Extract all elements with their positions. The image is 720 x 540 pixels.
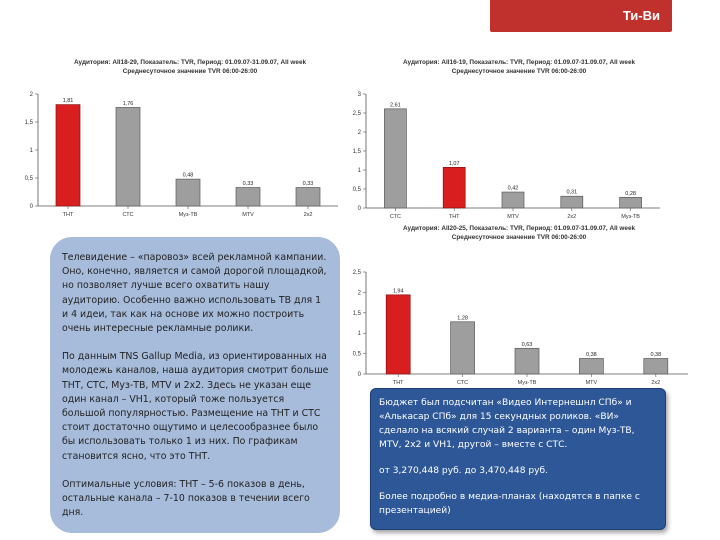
y-tick-label: 2 [357, 130, 361, 136]
data-label: 0,33 [242, 181, 254, 188]
brand-tab [490, 0, 672, 32]
chart-audience-20-25 [344, 222, 674, 388]
data-label: 1,76 [122, 100, 134, 107]
y-tick-label: 0,5 [352, 351, 361, 358]
y-tick-label: 0 [357, 372, 361, 378]
chart-svg [344, 56, 674, 222]
chart-audience-18-29 [24, 56, 340, 226]
chart-title: Аудитория: All16-19, Показатель: TVR, Период: 01.09.07-31.09.07, All week [402, 59, 636, 66]
y-tick-label: 1 [357, 168, 361, 174]
x-tick-label: СТС [457, 380, 469, 386]
y-tick-label: 3 [357, 92, 361, 98]
bar [56, 105, 80, 206]
bar [176, 179, 200, 206]
y-tick-label: 0,5 [24, 176, 33, 182]
chart-subtitle: Среднесуточное значение TVR 06:00-26:00 [122, 68, 258, 75]
bar [579, 358, 603, 374]
x-tick-label: MTV [507, 214, 519, 220]
budget-paragraph-3: Более подробно в медиа-планах (находятся в папке с презентацией) [379, 492, 640, 516]
data-label: 0,38 [650, 351, 662, 358]
x-tick-label: СТС [122, 212, 134, 218]
chart-title: Аудитория: All18-29, Показатель: TVR, Период: 01.09.07-31.09.07, All week [73, 59, 307, 66]
data-label: 0,42 [507, 185, 519, 192]
x-tick-label: Муз-ТВ [517, 380, 537, 386]
data-label: 1,28 [457, 315, 468, 322]
x-tick-label: ТНТ [62, 212, 74, 218]
bar [116, 107, 140, 206]
data-label: 0,33 [302, 181, 314, 188]
bar [384, 109, 406, 208]
x-tick-label: ТНТ [448, 214, 460, 220]
tv-strategy-note [50, 237, 340, 533]
y-tick-label: 0,5 [352, 187, 361, 193]
y-tick-label: 2,5 [352, 270, 361, 276]
y-tick-label: 2 [29, 92, 33, 98]
bar [644, 358, 668, 374]
y-tick-label: 1 [29, 148, 33, 154]
chart-svg [24, 56, 340, 226]
y-tick-label: 2,5 [352, 111, 361, 117]
data-label: 1,94 [392, 288, 404, 295]
y-tick-label: 1,5 [24, 120, 33, 126]
data-label: 1,07 [448, 160, 460, 167]
note-paragraph-1: Телевидение – «паровоз» всей рекламной кампании. Оно, конечно, является и самой дорогой площадкой, но позволяет лучше всего охватить нашу аудиторию. Особенно важно использовать ТВ для 1 и 4 идеи, так как на основе их можно построить очень интересные рекламные ролики. [62, 252, 327, 335]
data-label: 0,48 [182, 172, 194, 179]
budget-paragraph-1: Бюджет был подсчитан «Видео Интернешнл СПб» и «Алькасар СПб» для 15 секундных роликов. «ВИ» сделало на всякий случай 2 варианта – один Муз-ТВ, MTV, 2х2 и VH1, другой – вместе с СТС. [379, 398, 635, 450]
y-tick-label: 1 [357, 331, 361, 338]
x-tick-label: Муз-ТВ [621, 214, 640, 220]
x-tick-label: 2х2 [651, 380, 661, 386]
data-label: 0,31 [566, 189, 578, 196]
data-label: 0,38 [586, 351, 597, 358]
x-tick-label: MTV [242, 212, 254, 218]
data-label: 1,81 [62, 98, 74, 105]
y-tick-label: 2 [357, 290, 361, 297]
bar [561, 196, 583, 208]
bar [386, 295, 410, 374]
x-tick-label: СТС [389, 214, 401, 220]
y-tick-label: 1,5 [352, 149, 361, 155]
y-tick-label: 0 [357, 206, 361, 212]
data-label: 0,28 [625, 190, 636, 197]
x-tick-label: 2х2 [303, 212, 313, 218]
chart-audience-16-19 [344, 56, 674, 222]
bar [502, 192, 524, 208]
bar [236, 188, 260, 206]
x-tick-label: Муз-ТВ [178, 212, 198, 218]
bar [620, 197, 642, 208]
note-paragraph-2: По данным TNS Gallup Media, из ориентированных на молодежь каналов, наша аудитория смотрит больше ТНТ, СТС, Муз-ТВ, MTV и 2х2. Здесь не указан еще один канал – VH1, который тоже пользуется большой популярностью. Размещение на ТНТ и СТС стоит достаточно ощутимо и целесообразнее было бы использовать только 1 из них. По графикам становится ясно, что это ТНТ. [62, 351, 329, 462]
brand-label: Ти-Ви [622, 8, 660, 23]
chart-subtitle: Среднесуточное значение TVR 06:00-26:00 [451, 234, 587, 241]
y-tick-label: 0 [29, 204, 33, 210]
chart-svg [344, 222, 674, 388]
x-tick-label: MTV [585, 380, 598, 386]
bar [443, 167, 465, 208]
x-tick-label: ТНТ [392, 380, 404, 386]
budget-note [370, 388, 666, 530]
budget-range: от 3,270,448 руб. до 3,470,448 руб. [379, 466, 549, 476]
y-tick-label: 1,5 [352, 310, 361, 317]
chart-subtitle: Среднесуточное значение TVR 06:00-26:00 [451, 68, 587, 75]
bar [515, 348, 539, 374]
bar [451, 322, 475, 374]
data-label: 0,63 [521, 341, 533, 348]
chart-title: Аудитория: All20-25, Показатель: TVR, Период: 01.09.07-31.09.07, All week [402, 225, 636, 232]
x-tick-label: 2х2 [567, 214, 577, 220]
data-label: 2,61 [390, 102, 401, 109]
bar [296, 188, 320, 206]
note-paragraph-3: Оптимальные условия: ТНТ – 5-6 показов в день, остальные канала – 7-10 показов в течении всего дня. [62, 478, 310, 519]
